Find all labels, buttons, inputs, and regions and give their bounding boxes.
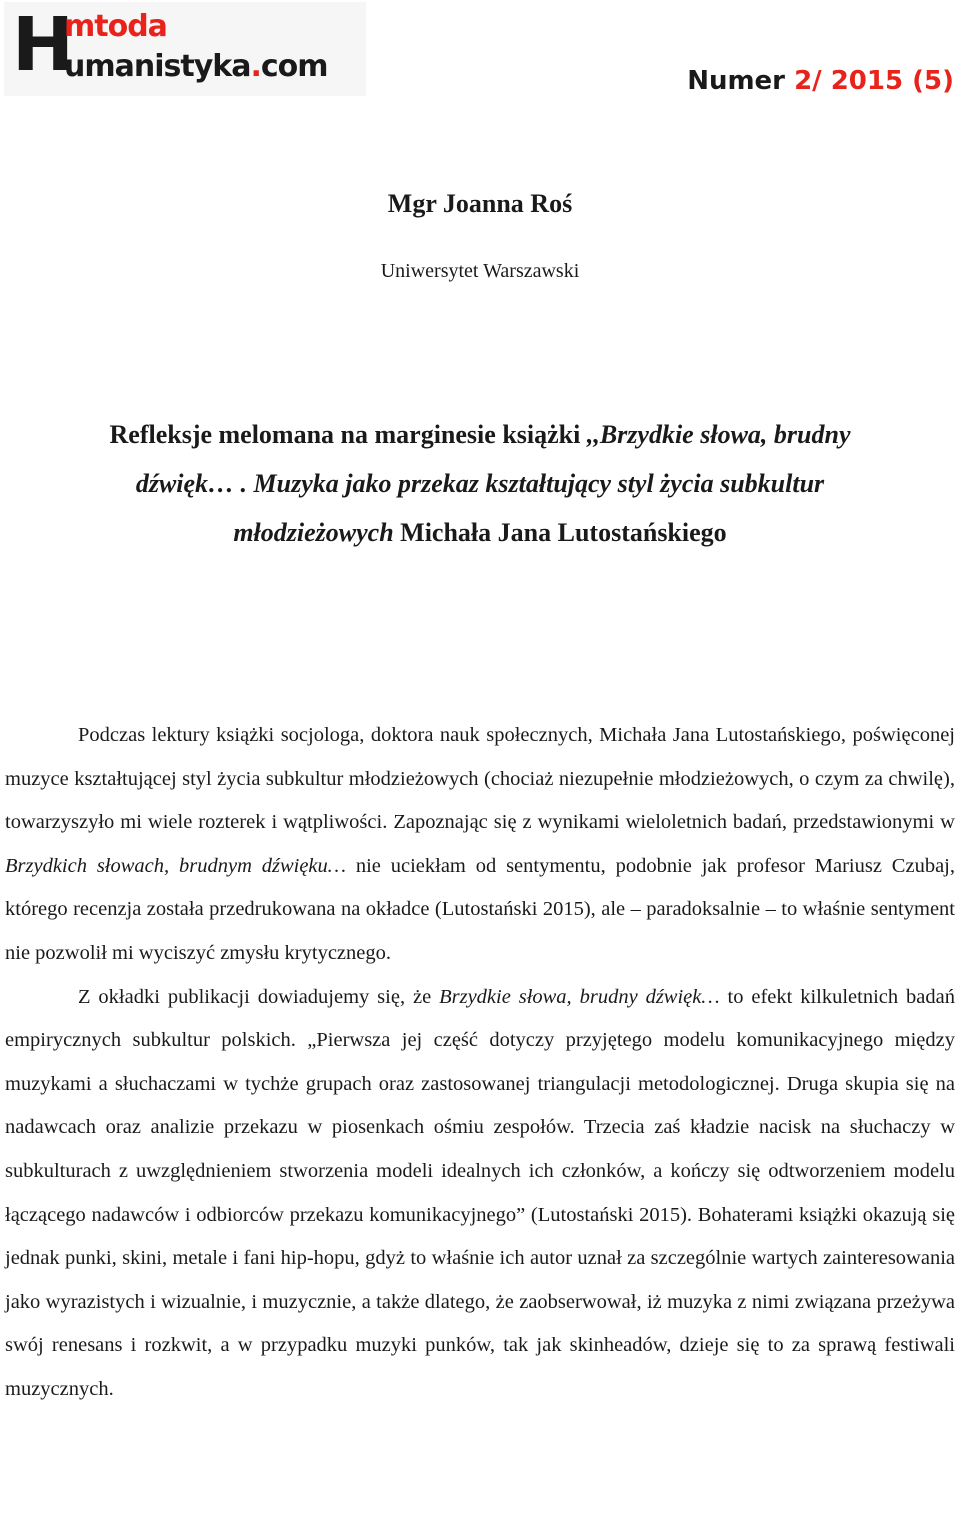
logo-line1: mtoda [64, 9, 167, 44]
logo-letter: H [12, 2, 72, 88]
issue-label: Numer [687, 66, 786, 96]
paragraph-1: Podczas lektury książki socjologa, doktora nauk społecznych, Michała Jana Lutostańskiego, poświęconej muzyce kształtującej styl życia subkultur młodzieżowych (chociaż niezupełnie młodzieżowych, o czym za chwilę), towarzyszyło mi wiele rozterek i wątpliwości. Zapoznając się z wynikami wieloletnich badań, przedstawionymi w Brzydkich słowach, brudnym dźwięku… nie uciekłam od sentymentu, podobnie jak profesor Mariusz Czubaj, którego recenzja została przedrukowana na okładce (Lutostański 2015), ale – paradoksalnie – to właśnie sentyment nie pozwolił mi wyciszyć zmysłu krytycznego. [5, 724, 955, 964]
article-title: Refleksje melomana na marginesie książki ,,Brzydkie słowa, brudny dźwięk… . Muzyka jako przekaz kształtujący styl życia subkultur młodzieżowych Michała Jana Lutostańskiego [109, 420, 851, 547]
issue-value: 2/ 2015 (5) [794, 66, 954, 96]
journal-logo [4, 2, 366, 96]
article-body [5, 714, 955, 1412]
issue-number [687, 66, 954, 96]
author-affiliation: Uniwersytet Warszawski [380, 260, 580, 282]
logo-line2: umanistyka.com [64, 49, 328, 84]
paragraph-2: Z okładki publikacji dowiadujemy się, że Brzydkie słowa, brudny dźwięk… to efekt kilkuletnich badań empirycznych subkultur polskich. „Pierwsza jej część dotyczy przyjętego modelu komunikacyjnego między muzykami a słuchaczami w tychże grupach oraz zastosowanej triangulacji metodologicznej. Druga skupia się na nadawcach oraz analizie przekazu w piosenkach ośmiu zespołów. Trzecia zaś kładzie nacisk na słuchaczy w subkulturach z uwzględnieniem stworzenia modeli idealnych ich członków, a kończy się odtworzeniem modelu łączącego nadawców i odbiorców przekazu komunikacyjnego” (Lutostański 2015). Bohaterami książki okazują się jednak punki, skini, metale i fani hip-hopu, gdyż to właśnie ich autor uznał za szczególnie wartych zainteresowania jako wyrazistych i wizualnie, i muzycznie, a także dlatego, że zaobserwował, iż muzyka z nimi związana przeżywa swój renesans i rozkwit, a w przypadku muzyki punków, tak jak skinheadów, dzieje się to za sprawą festiwali muzycznych. [5, 985, 955, 1400]
author-name: Mgr Joanna Roś [387, 189, 573, 218]
